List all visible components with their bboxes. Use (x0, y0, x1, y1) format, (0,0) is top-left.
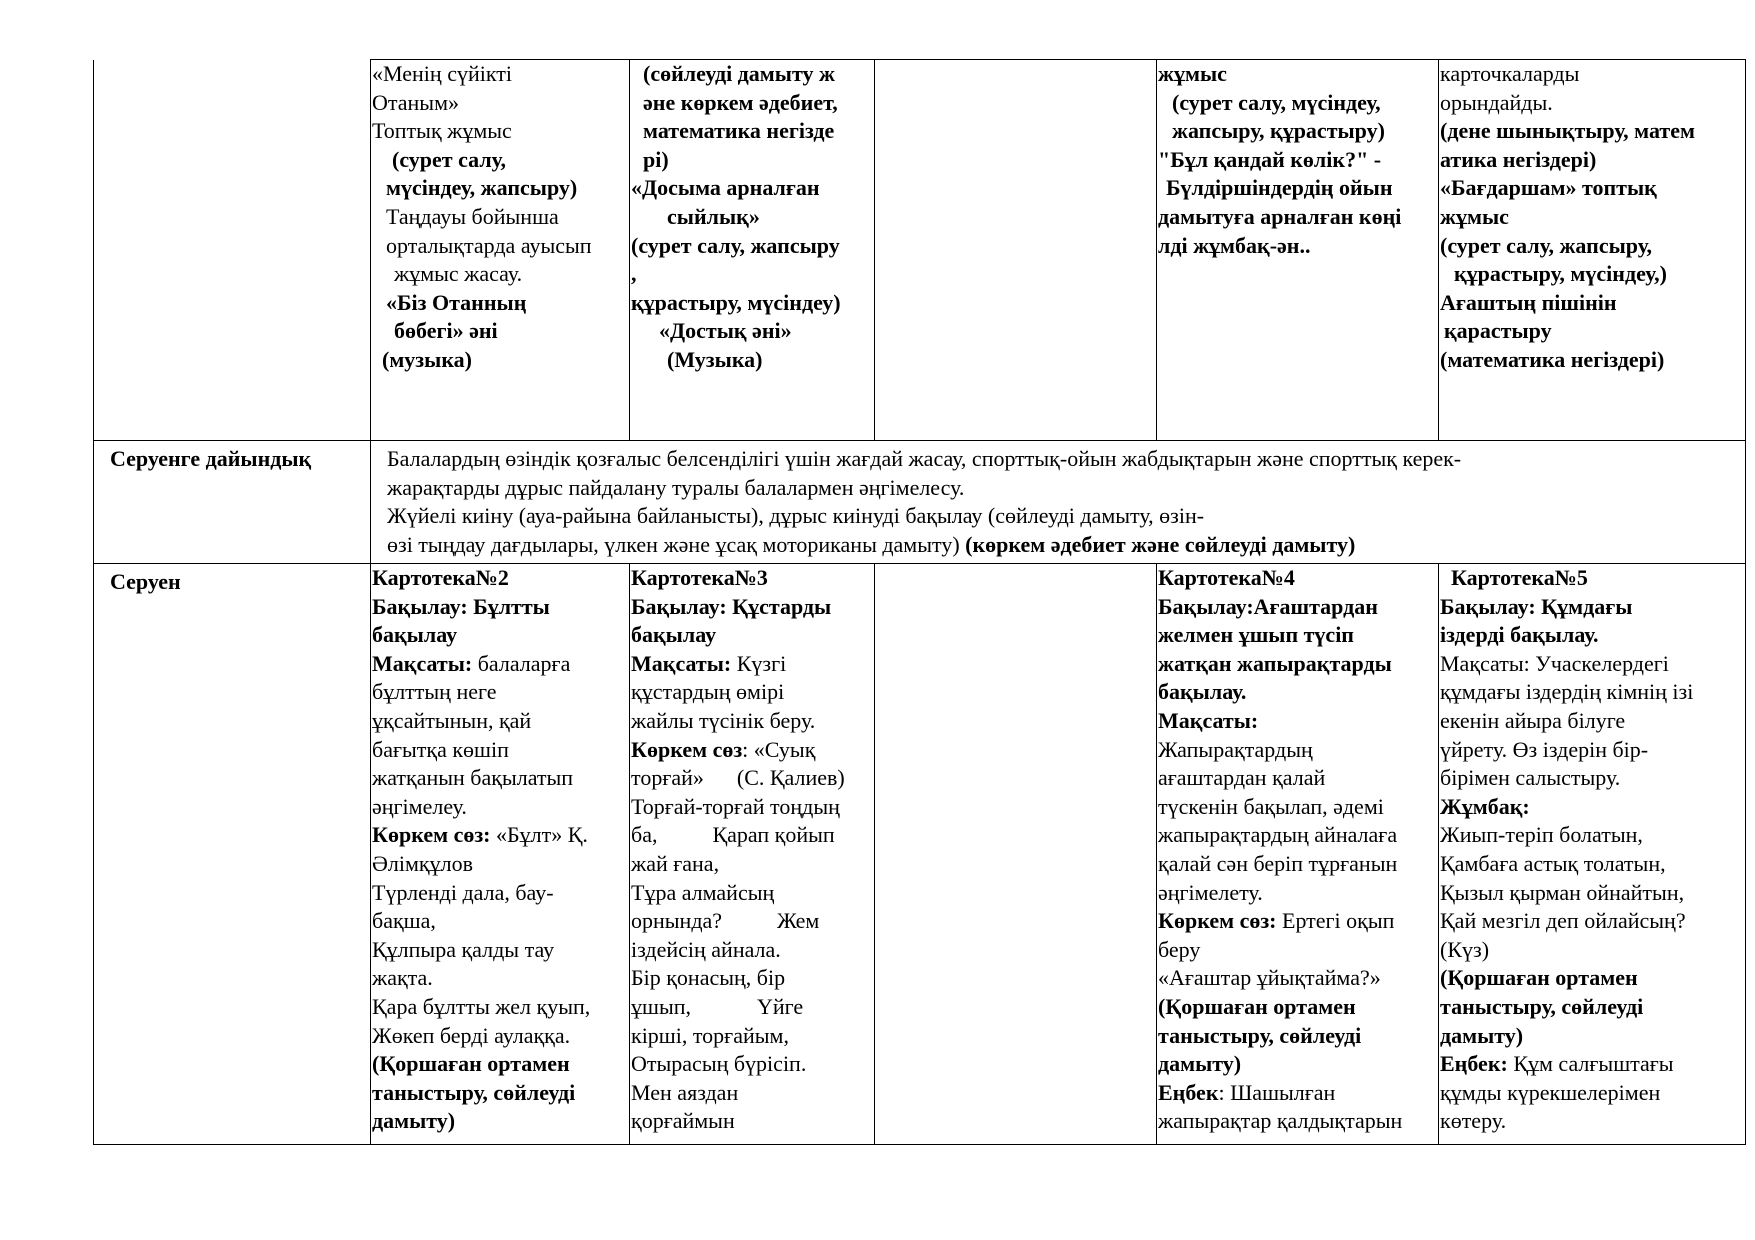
text: жайлы түсінік беру. (631, 707, 816, 733)
text-line (631, 1022, 873, 1051)
text-line (631, 764, 873, 793)
text-line (1158, 1107, 1437, 1136)
activity-cell-2 (630, 60, 875, 441)
text-line (1158, 993, 1437, 1022)
text-line (1440, 850, 1744, 879)
text-line (1440, 821, 1744, 850)
text: бақша, (372, 908, 436, 934)
text-line: құрастыру, мүсіндеу,) (1454, 261, 1667, 287)
text: Қамбаға астық толатын, (1440, 850, 1666, 876)
walk-cell-2 (630, 564, 875, 1145)
text-line (387, 531, 1744, 560)
text: Жөкеп берді аулаққа. (372, 1022, 571, 1048)
text-line (631, 936, 873, 965)
text: Құм салғыштағы (1507, 1051, 1674, 1077)
text-line (631, 1107, 873, 1136)
bold-text: дамыту) (1158, 1051, 1242, 1077)
text-line (1440, 964, 1744, 993)
text-line (387, 474, 1744, 503)
text-line (372, 936, 628, 965)
text-line: Отаным» (372, 89, 460, 115)
bold-text: Картотека№2 (372, 565, 509, 590)
text-line (372, 1022, 628, 1051)
text: әңгімелету. (1158, 879, 1263, 905)
text-line (1440, 879, 1744, 908)
text-line (372, 593, 628, 622)
text: Қай мезгіл деп ойлайсың? (1440, 908, 1686, 934)
text-line (372, 564, 628, 593)
text-line: (музыка) (382, 346, 472, 372)
text-line: жұмыс (1158, 61, 1227, 86)
text: Бір қонасың, бір (631, 965, 786, 991)
text: кірші, торғайым, (631, 1022, 789, 1048)
text-line (1158, 1050, 1437, 1079)
text-line (1440, 650, 1744, 679)
text-line (631, 1050, 873, 1079)
bold-text: Картотека№5 (1440, 565, 1588, 590)
bold-text: Көркем сөз (631, 736, 743, 762)
text-line (631, 821, 873, 850)
text-line (631, 793, 873, 822)
text: бағытқа көшіп (372, 736, 509, 762)
text-line (1440, 764, 1744, 793)
text-line (1158, 821, 1437, 850)
text: Жиып-теріп болатын, (1440, 822, 1643, 848)
text: әңгімелеу. (372, 793, 467, 819)
text-line (1158, 650, 1437, 679)
text-line: Бүлдіршіндердің ойын (1166, 175, 1393, 201)
bold-text: дамыту) (1440, 1022, 1524, 1048)
text: екенін айыра білуге (1440, 707, 1626, 733)
text: «Бұлт» Қ. (490, 822, 588, 848)
text: Ертегі оқып (1276, 908, 1395, 934)
text: Торғай-торғай тоңдың (631, 793, 840, 819)
text: Жапырақтардың (1158, 736, 1313, 762)
text-line: жапсыру, құрастыру) (1172, 118, 1385, 144)
text: Түрленді дала, бау- (372, 879, 554, 905)
text: ағаштардан қалай (1158, 765, 1326, 791)
text-line (631, 564, 873, 593)
text-line (1440, 793, 1744, 822)
text-line (1158, 1079, 1437, 1108)
bold-text: Бақылау: Бұлтты (372, 593, 550, 619)
table-row-activities (94, 60, 1746, 441)
text-line (1440, 1107, 1744, 1136)
text-line (372, 764, 628, 793)
text-line: «Досыма арналған (631, 175, 820, 201)
text-line: (сурет салу, жапсыру (631, 232, 840, 258)
text: : «Суық (742, 736, 816, 762)
bold-text: Бақылау: Құмдағы (1440, 593, 1633, 619)
text: түскенін бақылап, әдемі (1158, 793, 1384, 819)
activity-cell-1 (371, 60, 630, 441)
text-line: жұмыс жасау. (394, 261, 523, 287)
activity-cell-3 (875, 60, 1157, 441)
plan-table (93, 59, 1746, 1145)
text-line: орындайды. (1440, 89, 1553, 115)
text: іздейсің айнала. (631, 936, 781, 962)
text: Мақсаты: Учаскелердегі (1440, 650, 1669, 676)
text-line (1158, 936, 1437, 965)
text-line (1440, 736, 1744, 765)
walk-cell-3 (875, 564, 1157, 1145)
text-line (1440, 564, 1744, 593)
bold-text: дамыту) (372, 1108, 456, 1134)
bold-text: Мақсаты: (631, 650, 732, 676)
text-line: (сурет салу, мүсіндеу, (1172, 89, 1381, 115)
text-line (631, 678, 873, 707)
text: : Шашылған (1218, 1079, 1336, 1105)
text: көтеру. (1440, 1108, 1507, 1134)
text-line (372, 879, 628, 908)
text-line: жұмыс (1440, 203, 1509, 229)
bold-text: Мақсаты: (1158, 707, 1259, 733)
bold-text: (көркем әдебиет және сөйлеуді дамыту) (965, 531, 1356, 557)
text: құмды күрекшелерімен (1440, 1079, 1661, 1105)
bold-text: жатқан жапырақтарды (1158, 650, 1392, 676)
text: ұшып, Үйге (631, 993, 804, 1019)
text-line: (математика негіздері) (1440, 346, 1665, 372)
bold-text: іздерді бақылау. (1440, 622, 1599, 648)
text-line (631, 993, 873, 1022)
bold-text: Көркем сөз: (1158, 908, 1277, 934)
activity-cell-4 (1157, 60, 1439, 441)
text-line: Таңдауы бойынша (386, 203, 559, 229)
text-line (1158, 678, 1437, 707)
text-line: сыйлық» (667, 203, 760, 229)
text-line (1158, 764, 1437, 793)
text-line (1440, 1050, 1744, 1079)
text: үйрету. Өз іздерін бір- (1440, 736, 1649, 762)
text-line (387, 445, 1744, 474)
text-line (1158, 707, 1437, 736)
text: Қызыл қырман ойнайтын, (1440, 879, 1685, 905)
text-line (387, 502, 1744, 531)
text-line: мүсіндеу, жапсыру) (386, 175, 578, 201)
text: қорғаймын (631, 1108, 735, 1134)
text-line (631, 879, 873, 908)
bold-text: бақылау (631, 622, 717, 648)
text-line: атика негіздері) (1440, 146, 1597, 172)
text-line (631, 907, 873, 936)
text-line (1158, 907, 1437, 936)
bold-text: Картотека№4 (1158, 565, 1295, 590)
text-line (372, 621, 628, 650)
bold-text: таныстыру, сөйлеуді (1158, 1022, 1362, 1048)
text-line: (дене шынықтыру, матем (1440, 118, 1695, 144)
text: Балалардың өзіндік қозғалыс белсенділігі үшін жағдай жасау, спорттық-ойын жабдықтарын және спорттық керек- (387, 446, 1462, 471)
text-line: «Менің сүйікті (372, 61, 512, 86)
text-line: Топтық жұмыс (372, 118, 512, 144)
text-line (372, 650, 628, 679)
text-line (631, 1079, 873, 1108)
text-line (372, 821, 628, 850)
text: жай ғана, (631, 850, 720, 876)
table-row-walk-prep (94, 441, 1746, 564)
text: беру (1158, 936, 1201, 962)
text-line: дамытуға арналған көңі (1158, 203, 1402, 229)
text-line (1440, 936, 1744, 965)
text: жапырақтар қалдықтарын (1158, 1108, 1403, 1134)
text: Жүйелі киіну (ауа-райына байланысты), дұрыс киінуді бақылау (сөйлеуді дамыту, өзін- (387, 503, 1205, 529)
text-line (1440, 1079, 1744, 1108)
bold-text: таныстыру, сөйлеуді (372, 1079, 576, 1105)
text-line (1158, 850, 1437, 879)
bold-text: Жұмбақ: (1440, 793, 1530, 819)
text: Қара бұлтты жел қуып, (372, 993, 591, 1019)
text-line: (Музыка) (667, 346, 763, 372)
bold-text: Мақсаты: (372, 650, 473, 676)
text: құстардың өмірі (631, 679, 785, 705)
text-line (372, 850, 628, 879)
row-label-walk-prep: Серуенге дайындық (94, 441, 371, 564)
row-label-walk: Серуен (94, 564, 371, 1145)
text-line: орталықтарда ауысып (386, 232, 592, 258)
text-line (372, 1050, 628, 1079)
text-line (631, 593, 873, 622)
text-line (1440, 621, 1744, 650)
text-line (1158, 793, 1437, 822)
text-line: карточкаларды (1440, 61, 1580, 86)
text: жапырақтардың айналаға (1158, 822, 1398, 848)
text-line: рі) (643, 146, 669, 172)
bold-text: (Қоршаған ортамен (1158, 993, 1356, 1019)
text-line (372, 993, 628, 1022)
text-line: "Бұл қандай көлік?" - (1158, 146, 1382, 172)
text: балаларға (472, 650, 571, 676)
bold-text: таныстыру, сөйлеуді (1440, 993, 1644, 1019)
text: жатқанын бақылатып (372, 765, 574, 791)
text-line: әне көркем әдебиет, (643, 89, 838, 115)
text-line (631, 707, 873, 736)
text: орнында? Жем (631, 908, 820, 934)
bold-text: Картотека№3 (631, 565, 768, 590)
text-line: (сөйлеуді дамыту ж (643, 61, 835, 86)
text-line: Ағаштың пішінін (1440, 289, 1617, 315)
text: жақта. (372, 965, 433, 991)
text-line (631, 650, 873, 679)
text: қалай сән беріп тұрғанын (1158, 850, 1398, 876)
text-line (1440, 593, 1744, 622)
text-line: құрастыру, мүсіндеу) (631, 289, 841, 315)
bold-text: Бақылау:Ағаштардан (1158, 593, 1378, 619)
text: Мен аяздан (631, 1079, 739, 1105)
text: жарақтарды дұрыс пайдалану туралы балалармен әңгімелесу. (387, 474, 965, 500)
activity-cell-5 (1439, 60, 1746, 441)
text-line: «Бағдаршам» топтық (1440, 175, 1657, 201)
text-line (631, 850, 873, 879)
bold-text: (Қоршаған ортамен (372, 1051, 570, 1077)
bold-text: Еңбек (1158, 1079, 1219, 1105)
text-line (1158, 621, 1437, 650)
text: Күзгі (731, 650, 787, 676)
bold-text: бақылау (372, 622, 458, 648)
text-line: қарастыру (1444, 318, 1552, 344)
text-line (1158, 593, 1437, 622)
walk-cell-4 (1157, 564, 1439, 1145)
text-line (1158, 736, 1437, 765)
text-line (1158, 879, 1437, 908)
text-line (372, 1107, 628, 1136)
text: торғай» (С. Қалиев) (631, 765, 845, 791)
text-line: (сурет салу, (392, 146, 506, 172)
text-line (372, 793, 628, 822)
bold-text: Көркем сөз: (372, 822, 491, 848)
text: (Күз) (1440, 936, 1490, 962)
text-line (631, 621, 873, 650)
text-line (631, 736, 873, 765)
text-line (1440, 678, 1744, 707)
text: Құлпыра қалды тау (372, 936, 555, 962)
text-line: «Достық әні» (659, 318, 792, 344)
text: ба, Қарап қойып (631, 822, 835, 848)
text-line: лді жұмбақ-ән.. (1158, 232, 1311, 258)
text-line (372, 707, 628, 736)
walk-cell-5 (1439, 564, 1746, 1145)
text-line: , (631, 261, 637, 287)
text-line (372, 678, 628, 707)
text-line: математика негізде (643, 118, 835, 144)
text-line (372, 907, 628, 936)
text-line: бөбегі» әні (394, 318, 498, 344)
text-line (372, 964, 628, 993)
bold-text: желмен ұшып түсіп (1158, 622, 1354, 648)
text-line (1440, 993, 1744, 1022)
text-line (1440, 1022, 1744, 1051)
walk-prep-text (371, 441, 1746, 564)
bold-text: (Қоршаған ортамен (1440, 965, 1638, 991)
text: бұлттың неге (372, 679, 497, 705)
text-line: «Біз Отанның (386, 289, 527, 315)
text-line (372, 1079, 628, 1108)
text: құмдағы іздердің кімнің ізі (1440, 679, 1694, 705)
table-row-walk (94, 564, 1746, 1145)
walk-cell-1 (371, 564, 630, 1145)
text: «Ағаштар ұйықтайма?» (1158, 965, 1381, 991)
text-line (372, 736, 628, 765)
text-line (1440, 907, 1744, 936)
text: ұқсайтынын, қай (372, 707, 532, 733)
text: Отырасың бүрісіп. (631, 1051, 807, 1077)
text: Тұра алмайсың (631, 879, 775, 905)
text-line (1158, 564, 1437, 593)
row-label-empty (94, 60, 371, 441)
text: Әлімқұлов (372, 850, 473, 876)
text-line (1158, 1022, 1437, 1051)
text: бірімен салыстыру. (1440, 765, 1621, 791)
text: өзі тыңдау дағдылары, үлкен және ұсақ моториканы дамыту) (387, 531, 966, 557)
text-line (1440, 707, 1744, 736)
text-line (631, 964, 873, 993)
text-line: (сурет салу, жапсыру, (1440, 232, 1652, 258)
bold-text: бақылау. (1158, 679, 1247, 705)
text-line (1158, 964, 1437, 993)
bold-text: Бақылау: Құстарды (631, 593, 832, 619)
bold-text: Еңбек: (1440, 1051, 1508, 1077)
